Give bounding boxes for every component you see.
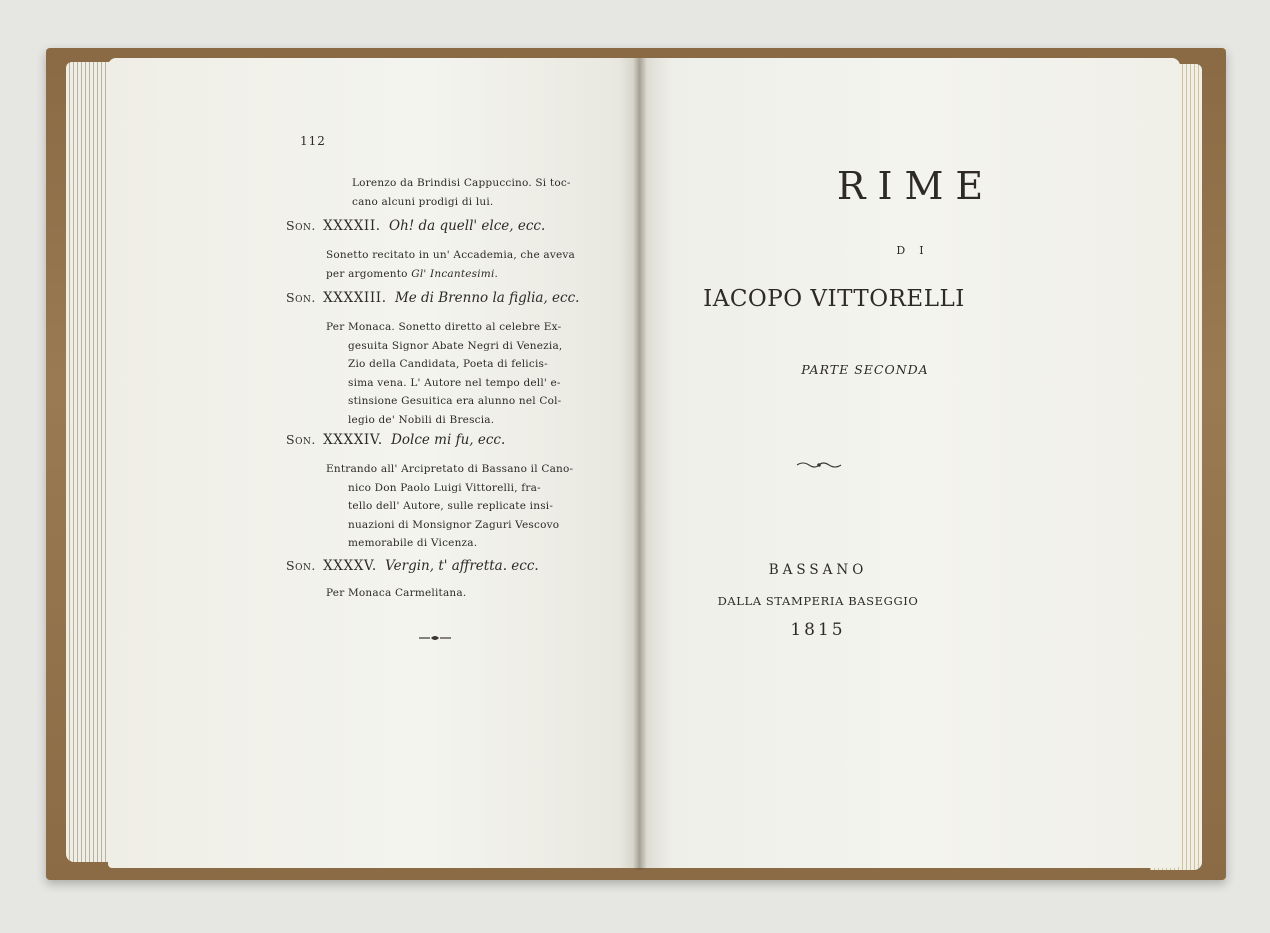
- description-text: .: [494, 267, 499, 280]
- description-line: Sonetto recitato in un' Accademia, che aveva: [326, 249, 576, 261]
- page-number: 112: [300, 134, 326, 148]
- sonnet-number: XXXXII.: [323, 218, 381, 234]
- author-name: IACOPO VITTORELLI: [703, 286, 965, 312]
- sonnet-title: Me di Brenno la figlia, ecc.: [394, 290, 580, 306]
- sonnet-label: Son.: [286, 290, 316, 305]
- entry-description: [326, 584, 466, 603]
- entry-description: [326, 460, 573, 553]
- description-line: Lorenzo da Brindisi Cappuccino. Si toc-: [352, 177, 571, 189]
- description-line: Zio della Candidata, Poeta di felicis-: [348, 358, 548, 370]
- sonnet-heading: [286, 432, 505, 448]
- description-line: Per Monaca Carmelitana.: [326, 587, 467, 599]
- sonnet-number: XXXXV.: [323, 558, 377, 574]
- description-italic: Gl' Incantesimi: [411, 267, 495, 280]
- description-line: memorabile di Vicenza.: [348, 537, 478, 549]
- description-line: Entrando all' Arcipretato di Bassano il Cano-: [326, 463, 574, 475]
- sonnet-number: XXXXIII.: [323, 290, 387, 306]
- end-ornament-icon: [418, 634, 452, 642]
- sonnet-label: Son.: [286, 432, 316, 447]
- imprint-year: 1815: [790, 620, 846, 640]
- description-line: nico Don Paolo Luigi Vittorelli, fra-: [348, 481, 541, 494]
- title-preposition: DI: [896, 244, 938, 257]
- imprint-printer: DALLA STAMPERIA BASEGGIO: [717, 594, 919, 608]
- sonnet-title: Vergin, t' affretta. ecc.: [385, 558, 539, 574]
- title-ornament-icon: [795, 460, 843, 470]
- volume-subtitle: PARTE SECONDA: [801, 362, 929, 377]
- description-line: stinsione Gesuitica era alunno nel Col-: [348, 395, 562, 407]
- book-title: RIME: [836, 164, 996, 208]
- description-line: [326, 265, 575, 284]
- description-line: legio de' Nobili di Brescia.: [348, 413, 495, 426]
- description-line: sima vena. L' Autore nel tempo dell' e-: [348, 376, 561, 389]
- imprint-place: BASSANO: [768, 562, 868, 578]
- sonnet-title: Dolce mi fu, ecc.: [391, 432, 506, 448]
- sonnet-number: XXXXIV.: [323, 432, 383, 448]
- entry-description: [352, 174, 571, 211]
- sonnet-label: Son.: [286, 558, 316, 573]
- description-line: gesuita Signor Abate Negri di Venezia,: [348, 339, 563, 352]
- description-line: tello dell' Autore, sulle replicate insi-: [348, 500, 554, 512]
- entry-description: [326, 246, 575, 283]
- sonnet-heading: [286, 558, 539, 574]
- description-text: per argomento: [326, 267, 412, 280]
- sonnet-title: Oh! da quell' elce, ecc.: [389, 218, 546, 234]
- sonnet-heading: [286, 218, 545, 234]
- description-line: Per Monaca. Sonetto diretto al celebre Ex-: [326, 321, 562, 333]
- entry-description: [326, 318, 562, 429]
- sonnet-heading: [286, 290, 579, 306]
- sonnet-label: Son.: [286, 218, 316, 233]
- description-line: cano alcuni prodigi di lui.: [352, 195, 494, 208]
- description-line: nuazioni di Monsignor Zaguri Vescovo: [348, 518, 560, 531]
